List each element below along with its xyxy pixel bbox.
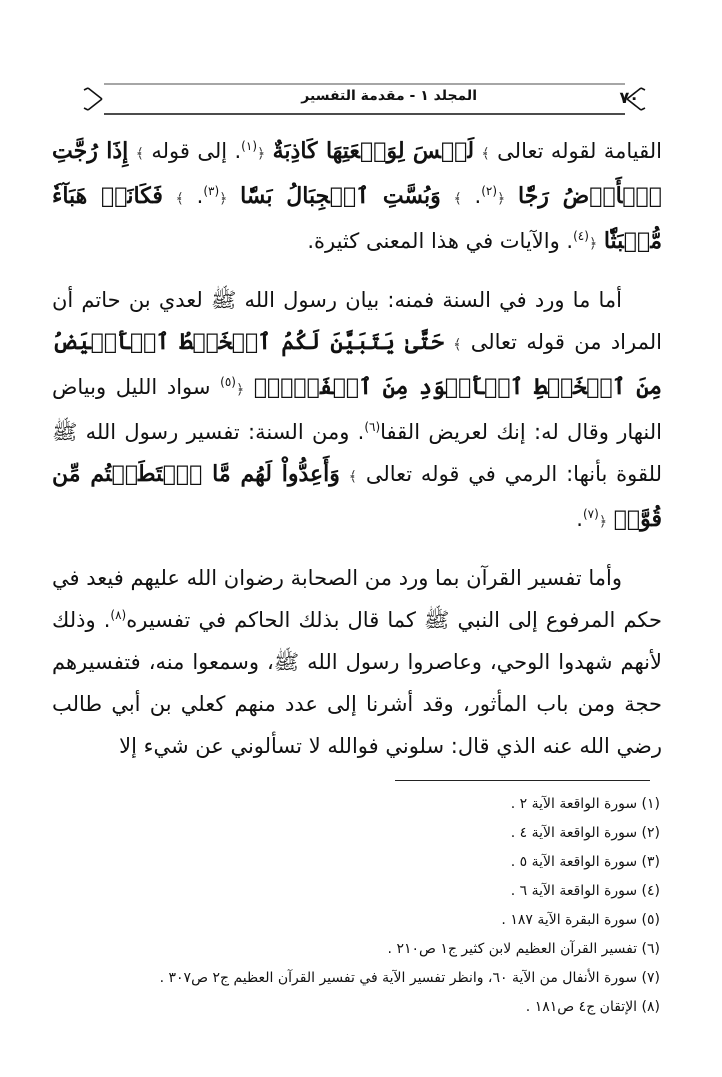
text-run: . إلى قوله [151,139,242,163]
text-run: . والآيات في هذا المعنى كثيرة. [307,229,574,253]
footnote-item: (١) سورة الواقعة الآية ٢ . [510,796,660,812]
verse-open-ornament: ﴾ [453,191,462,207]
footnote-ref: (٦) [364,420,381,434]
verse-open-ornament: ﴾ [348,469,357,485]
verse-open-ornament: ﴾ [453,337,462,353]
quran-verse: وَأَعِدُّواْ لَهُم مَّا ٱسۡتَطَعۡتُم مِّن قُوَّةٖ [52,461,662,532]
footnote-ref: (٨) [110,608,127,622]
text-run: . [474,184,482,208]
text-run: . [196,184,204,208]
text-run: وأما تفسير القرآن بما ورد من الصحابة رضوان الله عليهم فيعد في حكم المرفوع إلى النبي ﷺ كما قال بذلك الحاكم في تفسيره [52,566,662,632]
quran-verse: فَكَانَتۡ هَبَآءٗ مُّنۢبَثّٗا [52,183,662,254]
footnote-ref: (٢) [481,184,498,198]
text-run: أما ما ورد في السنة فمنه: بيان رسول الله ﷺ لعدي بن حاتم أن المراد من قوله تعالى [52,288,662,354]
paragraph-1 [52,130,662,265]
page-number: ٧٠ [619,88,639,107]
page-header [82,78,647,120]
verse-close-ornament: ﴿ [219,191,228,207]
quran-verse: وَبُسَّتِ ٱلۡجِبَالُ بَسّٗا [240,183,441,209]
footnotes [60,790,660,1022]
footnote-item: (٧) سورة الأنفال من الآية ٦٠، وانظر تفسير الآية في تفسير القرآن العظيم ج٢ ص٣٠٧ . [159,970,660,986]
text-run: سواد الليل وبياض النهار وقال له: إنك لعريض القفا [52,375,662,444]
verse-close-ornament: ﴿ [497,191,506,207]
footnote-ref: (٣) [203,184,220,198]
paragraph-3 [52,557,662,767]
footnote-ref: (١) [241,139,257,153]
running-title: المجلد ١ - مقدمة التفسير [301,88,477,104]
paragraph-2 [52,279,662,543]
verse-close-ornament: ﴿ [598,514,608,530]
quran-verse: لَيۡسَ لِوَقۡعَتِهَا كَاذِبَةٌ [272,138,475,164]
footnote-ref: (٤) [573,229,589,243]
footnote-divider [395,780,650,781]
text-run: . وذلك لأنهم شهدوا الوحي، وعاصروا رسول الله ﷺ، وسمعوا منه، فتفسيرهم حجة ومن باب المأثور، وقد أشرنا إلى عدد منهم كعلي بن أبي طالب رضي الله عنه الذي قال: سلوني فوالله لا تسألوني عن شيء إلا [52,608,662,758]
verse-close-ornament: ﴿ [235,382,245,398]
verse-open-ornament: ﴾ [175,191,184,207]
main-text [52,130,662,767]
text-run: القيامة لقوله تعالى [497,139,662,163]
footnote-item: (٢) سورة الواقعة الآية ٤ . [510,825,660,841]
quran-verse: إِذَا رُجَّتِ ٱلۡأَرۡضُ رَجّٗا [52,138,662,209]
footnote-ref: (٥) [220,375,236,389]
footnote-ref: (٧) [582,507,599,521]
footnote-item: (٥) سورة البقرة الآية ١٨٧ . [501,912,660,928]
quran-verse: حَتَّىٰ يَتَبَيَّنَ لَكُمُ ٱلۡخَيۡطُ ٱلۡأَبۡيَضُ مِنَ ٱلۡخَيۡطِ ٱلۡأَسۡوَدِ مِنَ ٱلۡفَجۡرِۖ [52,329,662,400]
verse-open-ornament: ﴾ [135,146,144,162]
footnote-item: (٣) سورة الواقعة الآية ٥ . [510,854,660,870]
verse-close-ornament: ﴿ [588,236,598,252]
verse-close-ornament: ﴿ [257,146,266,162]
text-run: . ومن السنة: تفسير رسول الله ﷺ للقوة بأنها: الرمي في قوله تعالى [52,420,662,486]
footnote-item: (٨) الإتقان ج٤ ص١٨١ . [525,999,660,1015]
text-run: . [576,507,583,531]
verse-open-ornament: ﴾ [481,146,490,162]
footnote-item: (٦) تفسير القرآن العظيم لابن كثير ج١ ص٢١٠ . [387,941,660,957]
footnote-item: (٤) سورة الواقعة الآية ٦ . [510,883,660,899]
